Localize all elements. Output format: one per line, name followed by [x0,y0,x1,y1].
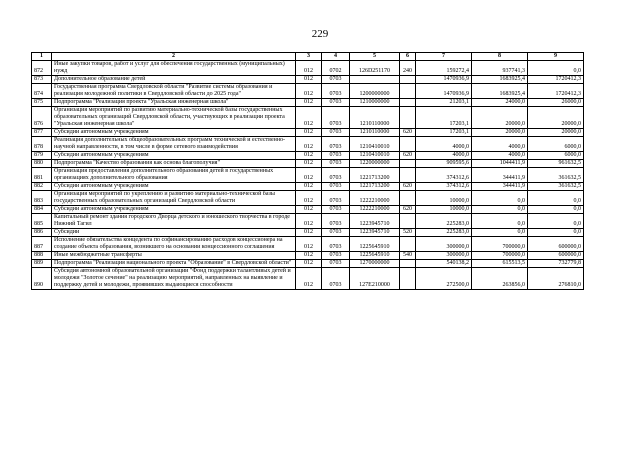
budget-table [31,52,584,290]
amount-col-7: 225283,0 [416,214,472,229]
section-code: 0703 [322,191,350,206]
section-code: 0703 [322,260,350,268]
row-number: 873 [32,76,52,84]
expense-type-code: 520 [400,229,416,237]
ministry-code: 012 [296,206,322,214]
ministry-code: 012 [296,229,322,237]
row-number: 886 [32,229,52,237]
amount-col-7: 374312,6 [416,168,472,183]
target-article-code: 127E210000 [350,268,400,290]
expense-type-code [400,137,416,152]
item-name: Исполнение обязательства концедента по софинансированию расходов концессионера на создание объекта образования, возникшего на основании концессионного соглашения [52,237,296,252]
amount-col-8: 0,0 [472,214,528,229]
amount-col-7: 17203,1 [416,129,472,137]
column-header-7: 7 [416,53,472,61]
amount-col-9: 0,0 [528,61,584,76]
section-code: 0703 [322,229,350,237]
amount-col-7: 300000,0 [416,237,472,252]
row-number: 882 [32,183,52,191]
section-code: 0703 [322,252,350,260]
row-number: 884 [32,206,52,214]
amount-col-7: 909595,6 [416,160,472,168]
section-code: 0702 [322,61,350,76]
amount-col-8: 4000,0 [472,137,528,152]
section-code: 0703 [322,129,350,137]
expense-type-code: 240 [400,61,416,76]
amount-col-8: 263856,0 [472,268,528,290]
column-header-5: 5 [350,53,400,61]
amount-col-9: 600000,0 [528,252,584,260]
expense-type-code: 620 [400,129,416,137]
amount-col-7: 225283,0 [416,229,472,237]
table-row [32,84,584,99]
target-article-code: 1223945710 [350,229,400,237]
amount-col-9: 20000,0 [528,129,584,137]
target-article-code: 1225645910 [350,252,400,260]
expense-type-code [400,191,416,206]
amount-col-7: 4000,0 [416,152,472,160]
amount-col-9: 20000,0 [528,107,584,129]
table-row [32,214,584,229]
section-code: 0703 [322,160,350,168]
item-name: Дополнительное образование детей [52,76,296,84]
ministry-code: 012 [296,152,322,160]
amount-col-9: 1720412,3 [528,76,584,84]
amount-col-8: 700000,0 [472,237,528,252]
amount-col-8: 700000,0 [472,252,528,260]
item-name: Реализация дополнительных общеобразовательных программ технической и естественно-научной направленности, в том числе в форме сетевого взаимодействия [52,137,296,152]
table-row [32,168,584,183]
section-code: 0703 [322,268,350,290]
amount-col-8: 0,0 [472,206,528,214]
column-header-1: 1 [32,53,52,61]
column-header-9: 9 [528,53,584,61]
target-article-code [350,76,400,84]
amount-col-8: 1683925,4 [472,76,528,84]
target-article-code: 1210110000 [350,107,400,129]
target-article-code: 1270000000 [350,260,400,268]
table-row [32,99,584,107]
item-name: Субсидия автономной образовательной организации "Фонд поддержки талантливых детей и молодежи "Золотое сечение" на реализацию мероприятий, направленных на выявление и поддержку детей и молодежи, проявивших выдающиеся способности [52,268,296,290]
amount-col-9: 0,0 [528,191,584,206]
row-number: 876 [32,107,52,129]
table-row [32,229,584,237]
ministry-code: 012 [296,61,322,76]
amount-col-8: 20000,0 [472,129,528,137]
amount-col-7: 10000,0 [416,191,472,206]
ministry-code: 012 [296,268,322,290]
expense-type-code: 620 [400,152,416,160]
table-row [32,137,584,152]
item-name: Подпрограмма "Качество образования как основа благополучия" [52,160,296,168]
item-name: Организация предоставления дополнительного образования детей в государственных организациях дополнительного образования [52,168,296,183]
amount-col-8: 24000,0 [472,99,528,107]
amount-col-7: 272500,0 [416,268,472,290]
ministry-code: 012 [296,260,322,268]
ministry-code: 012 [296,160,322,168]
row-number: 883 [32,191,52,206]
amount-col-7: 374312,6 [416,183,472,191]
target-article-code: 1210000000 [350,99,400,107]
table-row [32,107,584,129]
amount-col-8: 20000,0 [472,107,528,129]
amount-col-8: 0,0 [472,229,528,237]
amount-col-7: 300000,0 [416,252,472,260]
amount-col-9: 26000,0 [528,99,584,107]
expense-type-code [400,268,416,290]
amount-col-7: 1470936,9 [416,84,472,99]
item-name: Субсидии автономным учреждениям [52,183,296,191]
target-article-code: 1225645910 [350,237,400,252]
ministry-code: 012 [296,107,322,129]
ministry-code: 012 [296,129,322,137]
table-row [32,191,584,206]
column-number-row [32,53,584,61]
expense-type-code [400,260,416,268]
table-row [32,260,584,268]
expense-type-code: 540 [400,252,416,260]
section-code: 0703 [322,76,350,84]
amount-col-8: 937741,3 [472,61,528,76]
item-name: Организация мероприятий по развитию материально-технической базы государственных образовательных организаций Свердловской области, участвующих в реализации проекта "Уральская инженерная школа" [52,107,296,129]
amount-col-9: 0,0 [528,206,584,214]
ministry-code: 012 [296,214,322,229]
table-row [32,237,584,252]
ministry-code: 012 [296,99,322,107]
expense-type-code [400,160,416,168]
table-row [32,206,584,214]
column-header-8: 8 [472,53,528,61]
expense-type-code [400,76,416,84]
amount-col-9: 0,0 [528,214,584,229]
row-number: 872 [32,61,52,76]
amount-col-8: 4000,0 [472,152,528,160]
section-code: 0703 [322,84,350,99]
row-number: 878 [32,137,52,152]
item-name: Государственная программа Свердловской области "Развитие системы образования и реализация молодежной политики в Свердловской области до 2025 года" [52,84,296,99]
amount-col-9: 361632,5 [528,183,584,191]
target-article-code: 1223945710 [350,214,400,229]
item-name: Капитальный ремонт здания городского Дворца детского и юношеского творчества в городе Нижний Тагил [52,214,296,229]
target-article-code: 1221713200 [350,183,400,191]
row-number: 880 [32,160,52,168]
row-number: 881 [32,168,52,183]
target-article-code: 1210410010 [350,137,400,152]
section-code: 0703 [322,237,350,252]
page-number: 229 [311,28,329,40]
amount-col-8: 0,0 [472,191,528,206]
row-number: 890 [32,268,52,290]
target-article-code: 126D251170 [350,61,400,76]
target-article-code: 1222210000 [350,206,400,214]
amount-col-7: 1470936,9 [416,76,472,84]
expense-type-code [400,99,416,107]
table-row [32,252,584,260]
expense-type-code [400,214,416,229]
amount-col-9: 961632,5 [528,160,584,168]
table-row [32,268,584,290]
target-article-code: 1221713200 [350,168,400,183]
amount-col-9: 276810,0 [528,268,584,290]
row-number: 889 [32,260,52,268]
section-code: 0703 [322,137,350,152]
target-article-code: 1210410010 [350,152,400,160]
row-number: 887 [32,237,52,252]
amount-col-9: 1720412,3 [528,84,584,99]
table-row [32,129,584,137]
ministry-code: 012 [296,76,322,84]
amount-col-7: 159272,4 [416,61,472,76]
amount-col-7: 540138,2 [416,260,472,268]
amount-col-9: 6000,0 [528,137,584,152]
amount-col-8: 615513,5 [472,260,528,268]
table-row [32,160,584,168]
expense-type-code [400,107,416,129]
amount-col-9: 361632,5 [528,168,584,183]
expense-type-code: 620 [400,183,416,191]
row-number: 888 [32,252,52,260]
ministry-code: 012 [296,84,322,99]
row-number: 875 [32,99,52,107]
amount-col-9: 0,0 [528,229,584,237]
ministry-code: 012 [296,191,322,206]
item-name: Субсидии автономным учреждениям [52,206,296,214]
table-row [32,76,584,84]
amount-col-9: 600000,0 [528,237,584,252]
item-name: Подпрограмма "Реализация национального проекта "Образование" в Свердловской области" [52,260,296,268]
amount-col-8: 1683925,4 [472,84,528,99]
section-code: 0703 [322,168,350,183]
row-number: 877 [32,129,52,137]
item-name: Иные закупки товаров, работ и услуг для обеспечения государственных (муниципальных) нужд [52,61,296,76]
amount-col-8: 344411,9 [472,168,528,183]
target-article-code: 1210110000 [350,129,400,137]
column-header-4: 4 [322,53,350,61]
item-name: Организация мероприятий по укреплению и развитию материально-технической базы государственных образовательных организаций Свердловской области [52,191,296,206]
column-header-6: 6 [400,53,416,61]
section-code: 0703 [322,152,350,160]
section-code: 0703 [322,214,350,229]
column-header-2: 2 [52,53,296,61]
table-row [32,183,584,191]
amount-col-7: 4000,0 [416,137,472,152]
ministry-code: 012 [296,252,322,260]
section-code: 0703 [322,206,350,214]
amount-col-7: 10000,0 [416,206,472,214]
target-article-code: 1222210000 [350,191,400,206]
amount-col-8: 1044411,9 [472,160,528,168]
item-name: Субсидии [52,229,296,237]
table-row [32,61,584,76]
ministry-code: 012 [296,168,322,183]
amount-col-7: 21203,1 [416,99,472,107]
expense-type-code [400,168,416,183]
table-body [32,61,584,290]
row-number: 885 [32,214,52,229]
ministry-code: 012 [296,137,322,152]
ministry-code: 012 [296,237,322,252]
row-number: 879 [32,152,52,160]
section-code: 0703 [322,99,350,107]
expense-type-code [400,84,416,99]
table-row [32,152,584,160]
item-name: Иные межбюджетные трансферты [52,252,296,260]
row-number: 874 [32,84,52,99]
amount-col-7: 17203,1 [416,107,472,129]
section-code: 0703 [322,183,350,191]
item-name: Субсидии автономным учреждениям [52,152,296,160]
item-name: Подпрограмма "Реализация проекта "Уральская инженерная школа" [52,99,296,107]
column-header-3: 3 [296,53,322,61]
expense-type-code: 620 [400,206,416,214]
expense-type-code [400,237,416,252]
target-article-code: 1220000000 [350,160,400,168]
target-article-code: 1200000000 [350,84,400,99]
amount-col-9: 732779,8 [528,260,584,268]
ministry-code: 012 [296,183,322,191]
amount-col-8: 344411,9 [472,183,528,191]
amount-col-9: 6000,0 [528,152,584,160]
item-name: Субсидии автономным учреждениям [52,129,296,137]
section-code: 0703 [322,107,350,129]
